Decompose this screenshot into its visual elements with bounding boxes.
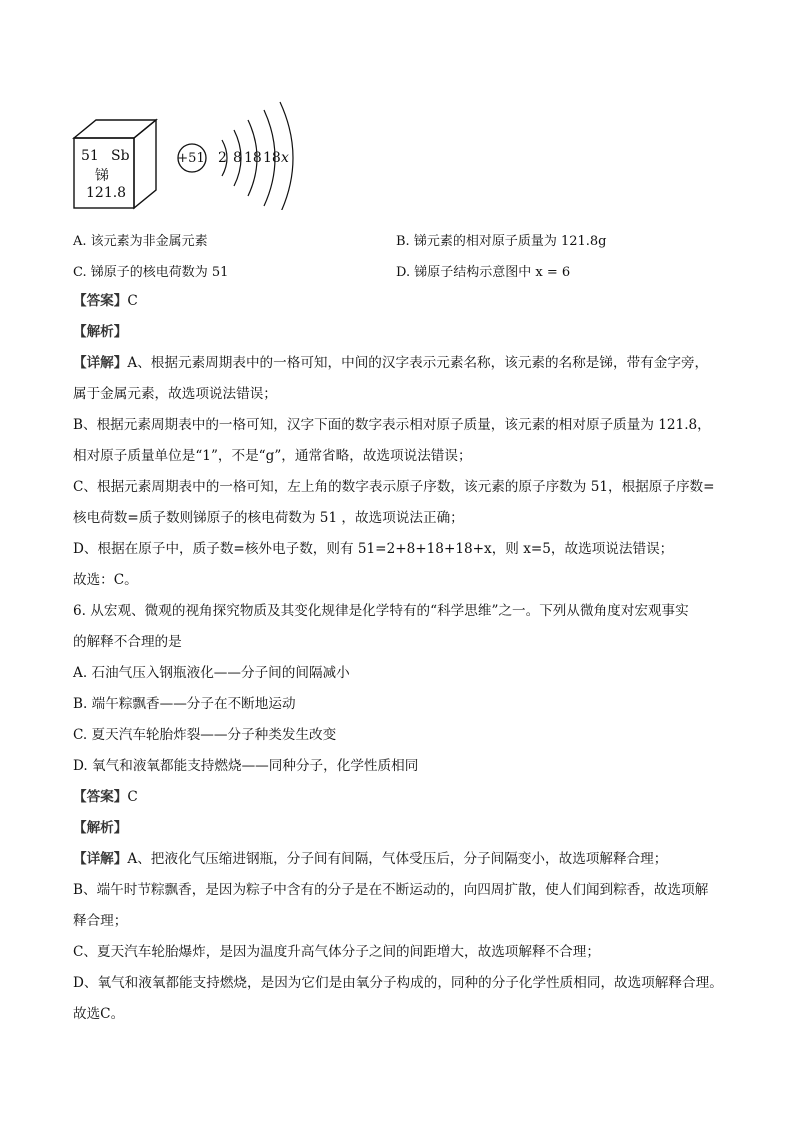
q6-detail-line-3: 释合理； — [73, 913, 128, 929]
q6-stem-line-1: 6. 从宏观、微观的视角探究物质及其变化规律是化学特有的“科学思维”之一。下列从微角度对宏观事实 — [73, 603, 689, 619]
answer-label: 【答案】 — [73, 293, 128, 309]
shell-count-2: 8 — [233, 150, 242, 166]
q5-detail-line-7: D、根据在原子中，质子数=核外电子数，则有 51=2+8+18+18+x，则 x=5，故选项说法错误； — [73, 541, 674, 557]
element-mass: 121.8 — [86, 185, 127, 201]
q5-option-c: C. 锑原子的核电荷数为 51 — [73, 265, 229, 280]
q6-analysis-label: 【解析】 — [73, 820, 128, 836]
shell-count-1: 2 — [218, 150, 227, 166]
shell-count-x: x — [281, 150, 289, 166]
q5-detail-line-1: 【详解】A、根据元素周期表中的一格可知，中间的汉字表示元素名称，该元素的名称是锑，带有金字旁， — [73, 355, 709, 371]
shell-count-4: 18 — [263, 150, 281, 166]
q5-answer — [73, 292, 138, 310]
nucleus-charge: +51 — [177, 150, 205, 166]
q6-answer: 【答案】C — [73, 789, 138, 805]
q6-stem-line-2: 的解释不合理的是 — [73, 634, 182, 650]
element-symbol: Sb — [111, 148, 130, 164]
element-atomic-number: 51 — [81, 148, 99, 164]
element-figure — [70, 100, 310, 210]
q5-detail-line-5: C、根据元素周期表中的一格可知，左上角的数字表示原子序数，该元素的原子序数为 51，根据原子序数= — [73, 479, 715, 495]
q6-option-c: C. 夏天汽车轮胎炸裂——分子种类发生改变 — [73, 727, 337, 743]
q5-detail-line-4: 相对原子质量单位是“1”，不是“g”，通常省略，故选项说法错误； — [73, 448, 472, 464]
answer-value: C — [127, 293, 138, 309]
q6-detail-line-2: B、端午时节粽飘香，是因为粽子中含有的分子是在不断运动的，向四周扩散，使人们闻到粽香，故选项解 — [73, 882, 709, 898]
q5-detail-line-3: B、根据元素周期表中的一格可知，汉字下面的数字表示相对原子质量，该元素的相对原子质量为 121.8， — [73, 417, 711, 433]
q5-option-b: B. 锑元素的相对原子质量为 121.8g — [396, 234, 607, 249]
q5-conclusion: 故选：C。 — [73, 572, 138, 588]
q6-option-a: A. 石油气压入钢瓶液化——分子间的间隔减小 — [73, 665, 350, 681]
q5-detail-line-6: 核电荷数=质子数则锑原子的核电荷数为 51 ，故选项说法正确； — [73, 510, 464, 526]
q5-analysis-label: 【解析】 — [73, 324, 128, 340]
q5-option-a: A. 该元素为非金属元素 — [73, 234, 208, 249]
q5-option-d: D. 锑原子结构示意图中 x = 6 — [396, 265, 571, 280]
q6-detail-line-1: 【详解】A、把液化气压缩进钢瓶，分子间有间隔，气体受压后，分子间隔变小，故选项解释合理； — [73, 851, 668, 867]
shell-count-3: 18 — [244, 150, 262, 166]
q6-detail-line-4: C、夏天汽车轮胎爆炸，是因为温度升高气体分子之间的间距增大，故选项解释不合理； — [73, 944, 600, 960]
q6-option-d: D. 氧气和液氧都能支持燃烧——同种分子，化学性质相同 — [73, 758, 419, 774]
q6-option-b: B. 端午粽飘香——分子在不断地运动 — [73, 696, 296, 712]
q6-conclusion: 故选C。 — [73, 1006, 125, 1022]
element-name: 锑 — [95, 168, 109, 184]
q6-detail-line-5: D、氧气和液氧都能支持燃烧，是因为它们是由氧分子构成的，同种的分子化学性质相同，故选项解释合理。 — [73, 975, 723, 991]
q5-detail-line-2: 属于金属元素，故选项说法错误； — [73, 386, 277, 402]
